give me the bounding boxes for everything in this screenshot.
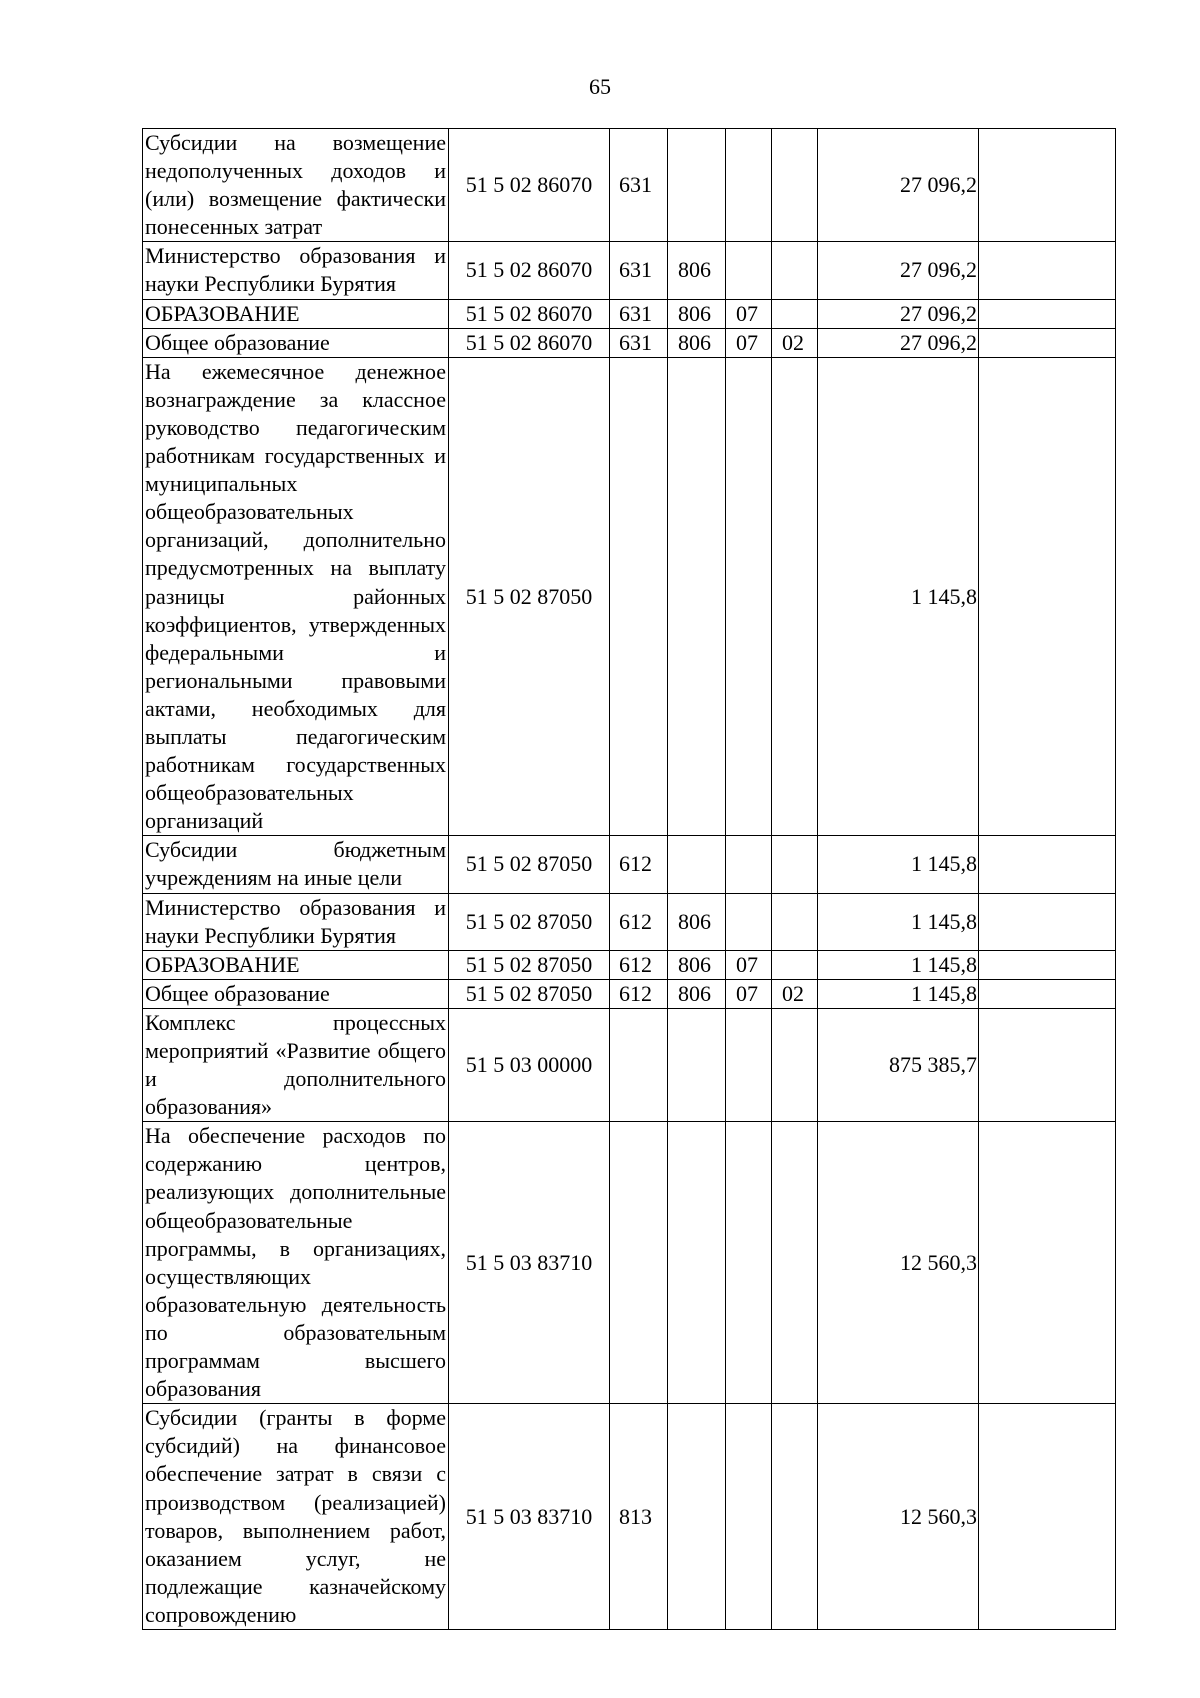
amount: 12 560,3 (818, 1122, 979, 1404)
expense-type-code (610, 1008, 668, 1121)
row-name: На ежемесячное денежное вознаграждение за классное руководство педагогическим работникам государственных и муниципальных общеобразовательных организаций, дополнительно предусмотренных на выплату разницы районных коэффициентов, утвержденных федеральными и региональными правовыми актами, необходимых для выплаты педагогическим работникам государственных общеобразовательных организаций (143, 357, 449, 836)
ministry-code (668, 1404, 726, 1630)
row-name: ОБРАЗОВАНИЕ (143, 950, 449, 979)
target-article-code: 51 5 02 86070 (449, 129, 610, 242)
expense-type-code: 612 (610, 979, 668, 1008)
table-row (143, 893, 1116, 950)
section-code: 07 (726, 328, 772, 357)
extra-column (979, 129, 1116, 242)
expense-type-code: 612 (610, 836, 668, 893)
table-row (143, 242, 1116, 299)
extra-column (979, 1008, 1116, 1121)
budget-table (142, 128, 1116, 1630)
amount: 27 096,2 (818, 328, 979, 357)
expense-type-code (610, 357, 668, 836)
row-name: Министерство образования и науки Республики Бурятия (143, 893, 449, 950)
section-code (726, 836, 772, 893)
page-number: 65 (589, 74, 611, 99)
target-article-code: 51 5 03 83710 (449, 1122, 610, 1404)
expense-type-code: 631 (610, 129, 668, 242)
table-row (143, 357, 1116, 836)
expense-type-code: 631 (610, 328, 668, 357)
extra-column (979, 1122, 1116, 1404)
expense-type-code: 631 (610, 242, 668, 299)
ministry-code (668, 1008, 726, 1121)
amount: 1 145,8 (818, 950, 979, 979)
ministry-code: 806 (668, 328, 726, 357)
expense-type-code (610, 1122, 668, 1404)
ministry-code: 806 (668, 299, 726, 328)
ministry-code: 806 (668, 979, 726, 1008)
subsection-code (772, 357, 818, 836)
row-name: Общее образование (143, 328, 449, 357)
target-article-code: 51 5 02 87050 (449, 979, 610, 1008)
section-code (726, 893, 772, 950)
target-article-code: 51 5 02 87050 (449, 836, 610, 893)
ministry-code (668, 357, 726, 836)
ministry-code: 806 (668, 893, 726, 950)
row-name: Общее образование (143, 979, 449, 1008)
section-code (726, 357, 772, 836)
target-article-code: 51 5 02 86070 (449, 299, 610, 328)
amount: 1 145,8 (818, 357, 979, 836)
target-article-code: 51 5 03 00000 (449, 1008, 610, 1121)
amount: 875 385,7 (818, 1008, 979, 1121)
extra-column (979, 1404, 1116, 1630)
table-row (143, 979, 1116, 1008)
target-article-code: 51 5 02 86070 (449, 328, 610, 357)
ministry-code (668, 1122, 726, 1404)
subsection-code (772, 242, 818, 299)
table-row (143, 836, 1116, 893)
ministry-code: 806 (668, 242, 726, 299)
table-row (143, 299, 1116, 328)
amount: 1 145,8 (818, 893, 979, 950)
row-name: Субсидии бюджетным учреждениям на иные цели (143, 836, 449, 893)
section-code: 07 (726, 950, 772, 979)
amount: 12 560,3 (818, 1404, 979, 1630)
row-name: Субсидии на возмещение недополученных доходов и (или) возмещение фактически понесенных затрат (143, 129, 449, 242)
section-code: 07 (726, 979, 772, 1008)
expense-type-code: 612 (610, 950, 668, 979)
subsection-code: 02 (772, 328, 818, 357)
amount: 1 145,8 (818, 979, 979, 1008)
section-code (726, 1122, 772, 1404)
target-article-code: 51 5 02 87050 (449, 950, 610, 979)
extra-column (979, 836, 1116, 893)
section-code: 07 (726, 299, 772, 328)
target-article-code: 51 5 03 83710 (449, 1404, 610, 1630)
row-name: Субсидии (гранты в форме субсидий) на финансовое обеспечение затрат в связи с производством (реализацией) товаров, выполнением работ, оказанием услуг, не подлежащие казначейскому сопровождению (143, 1404, 449, 1630)
ministry-code (668, 836, 726, 893)
extra-column (979, 357, 1116, 836)
subsection-code (772, 1008, 818, 1121)
row-name: Министерство образования и науки Республики Бурятия (143, 242, 449, 299)
subsection-code (772, 1404, 818, 1630)
table-row (143, 1122, 1116, 1404)
amount: 27 096,2 (818, 242, 979, 299)
subsection-code (772, 950, 818, 979)
row-name: ОБРАЗОВАНИЕ (143, 299, 449, 328)
expense-type-code: 813 (610, 1404, 668, 1630)
subsection-code (772, 1122, 818, 1404)
ministry-code (668, 129, 726, 242)
table-row (143, 328, 1116, 357)
extra-column (979, 893, 1116, 950)
amount: 27 096,2 (818, 129, 979, 242)
row-name: Комплекс процессных мероприятий «Развитие общего и дополнительного образования» (143, 1008, 449, 1121)
extra-column (979, 328, 1116, 357)
section-code (726, 129, 772, 242)
section-code (726, 242, 772, 299)
extra-column (979, 242, 1116, 299)
extra-column (979, 950, 1116, 979)
subsection-code (772, 893, 818, 950)
target-article-code: 51 5 02 86070 (449, 242, 610, 299)
table-row (143, 950, 1116, 979)
table-row (143, 129, 1116, 242)
target-article-code: 51 5 02 87050 (449, 357, 610, 836)
expense-type-code: 612 (610, 893, 668, 950)
subsection-code: 02 (772, 979, 818, 1008)
amount: 1 145,8 (818, 836, 979, 893)
subsection-code (772, 299, 818, 328)
section-code (726, 1008, 772, 1121)
target-article-code: 51 5 02 87050 (449, 893, 610, 950)
extra-column (979, 979, 1116, 1008)
section-code (726, 1404, 772, 1630)
amount: 27 096,2 (818, 299, 979, 328)
subsection-code (772, 129, 818, 242)
subsection-code (772, 836, 818, 893)
extra-column (979, 299, 1116, 328)
row-name: На обеспечение расходов по содержанию центров, реализующих дополнительные общеобразовательные программы, в организациях, осуществляющих образовательную деятельность по образовательным программам высшего образования (143, 1122, 449, 1404)
ministry-code: 806 (668, 950, 726, 979)
table-row (143, 1404, 1116, 1630)
expense-type-code: 631 (610, 299, 668, 328)
table-row (143, 1008, 1116, 1121)
